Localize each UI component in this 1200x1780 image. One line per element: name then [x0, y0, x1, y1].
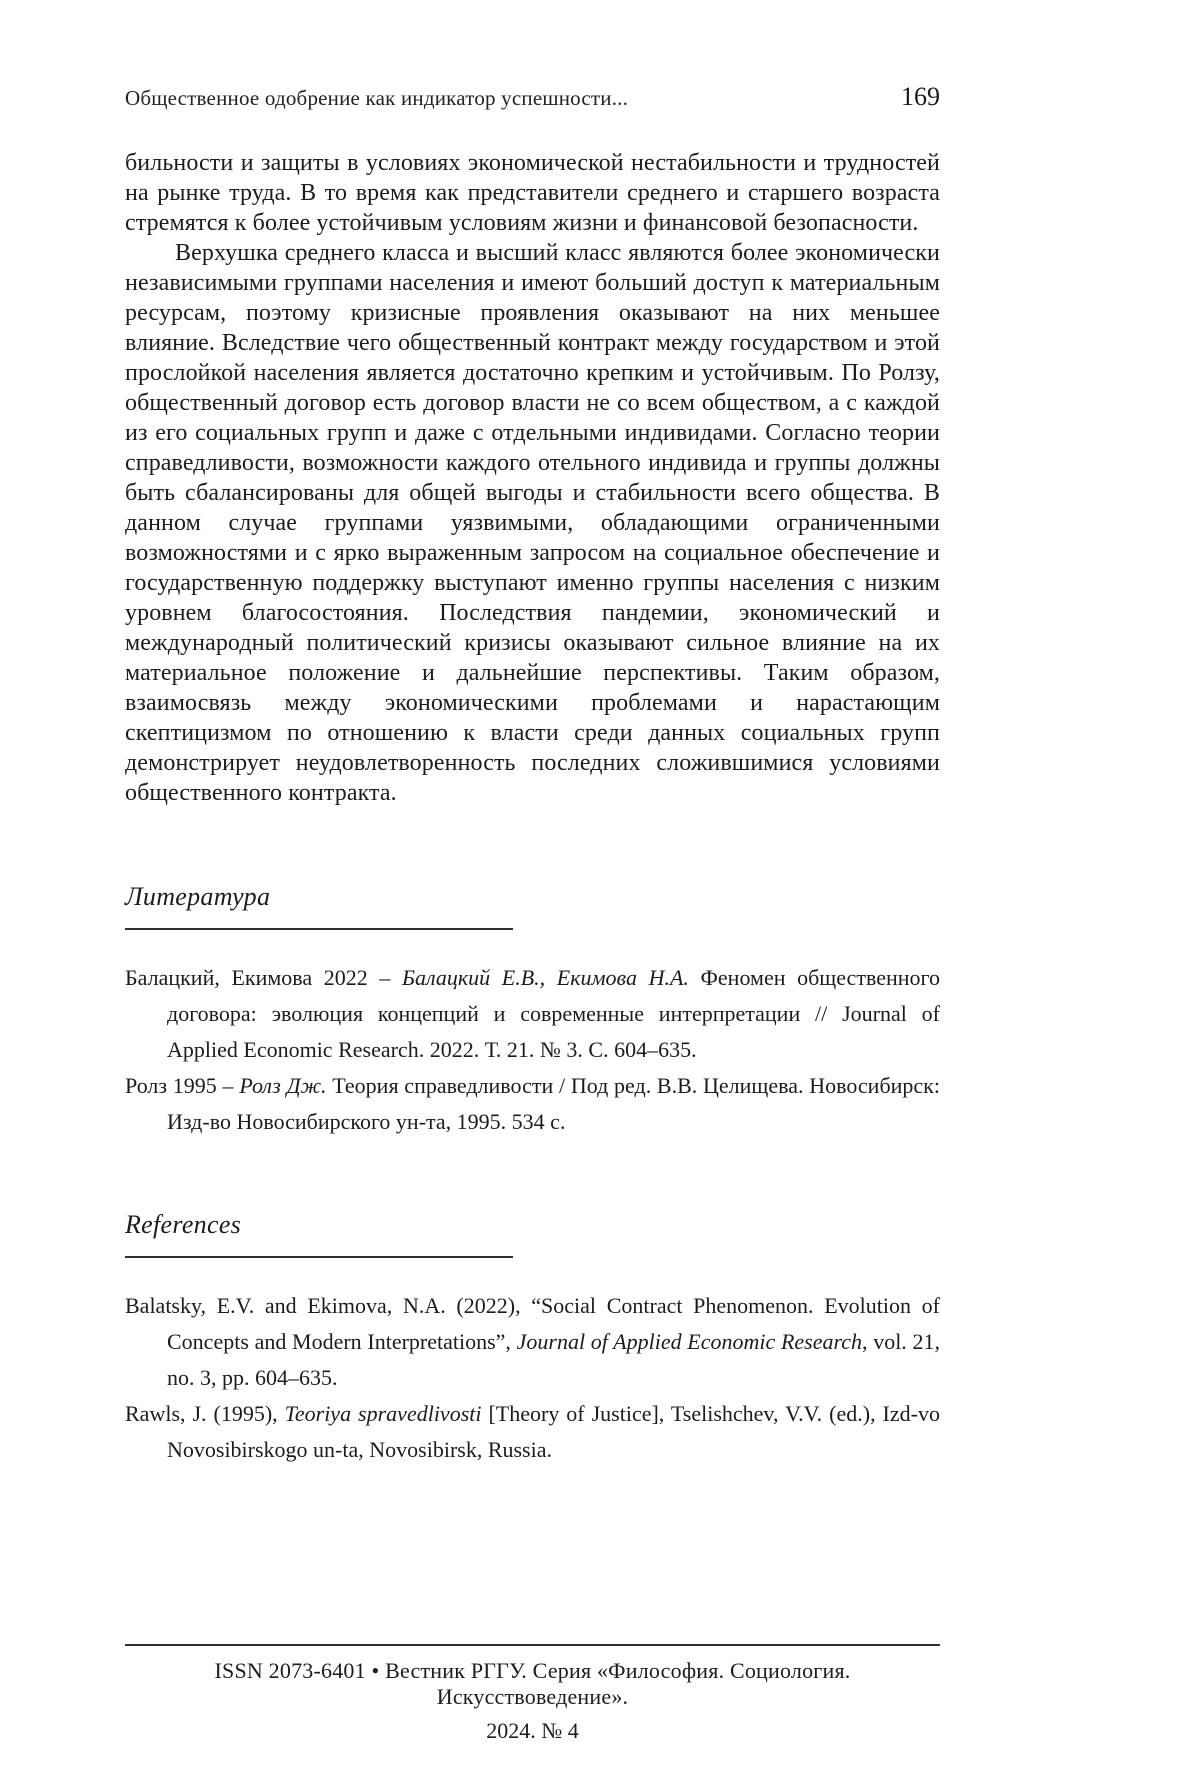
- footer-issn-line: ISSN 2073-6401 • Вестник РГГУ. Серия «Философия. Социология. Искусствоведение».: [214, 1658, 851, 1709]
- literature-list: [125, 960, 940, 1140]
- references-list: [125, 1288, 940, 1468]
- reference-item: [125, 1288, 940, 1396]
- literature-heading: Литература: [125, 882, 513, 930]
- ref-label: Ролз 1995 –: [125, 1073, 240, 1098]
- ref-authors: Балацкий Е.В., Екимова Н.А.: [402, 965, 689, 990]
- ref-body: Rawls, J. (1995),: [125, 1401, 285, 1426]
- ref-body: Теория справедливости / Под ред. В.В. Целищева. Новосибирск: Изд-во Новосибирского ун-та, 1995. 534 с.: [167, 1073, 940, 1134]
- article-body: [125, 148, 940, 808]
- literature-item: [125, 1068, 940, 1140]
- running-header: [125, 82, 940, 112]
- ref-authors: Ролз Дж.: [239, 1073, 327, 1098]
- ref-body: , vol. 21, no. 3, pp. 604–635.: [167, 1329, 940, 1390]
- page-number: 169: [901, 82, 940, 111]
- ref-journal: Journal of Applied Economic Research: [516, 1329, 862, 1354]
- reference-item: [125, 1396, 940, 1468]
- running-title: Общественное одобрение как индикатор успешности...: [125, 86, 629, 110]
- footer-issue-line: 2024. № 4: [486, 1718, 579, 1743]
- page-footer: [125, 1644, 940, 1744]
- references-heading: References: [125, 1210, 513, 1258]
- ref-label: Балацкий, Екимова 2022 –: [125, 965, 403, 990]
- ref-body: [Theory of Justice], Tselishchev, V.V. (ed.), Izd-vo Novosibirskogo un-ta, Novosibirsk, Russia.: [167, 1401, 940, 1462]
- ref-body: Balatsky, E.V. and Ekimova, N.A. (2022), “Social Contract Phenomenon. Evolution of Concepts and Modern Interpretations”,: [125, 1293, 940, 1354]
- body-paragraph: Верхушка среднего класса и высший класс являются более экономически независимыми группами населения и имеют больший доступ к материальным ресурсам, поэтому кризисные проявления оказывают на них меньшее влияние. Вследствие чего общественный контракт между государством и этой прослойкой населения является достаточно крепким и устойчивым. По Ролзу, общественный договор есть договор власти не со всем обществом, а с каждой из его социальных групп и даже с отдельными индивидами. Согласно теории справедливости, возможности каждого отельного индивида и группы должны быть сбалансированы для общей выгоды и стабильности всего общества. В данном случае группами уязвимыми, обладающими ограниченными возможностями и с ярко выраженным запросом на социальное обеспечение и государственную поддержку выступают именно группы населения с низким уровнем благосостояния. Последствия пандемии, экономический и международный политический кризисы оказывают сильное влияние на их материальное положение и дальнейшие перспективы. Таким образом, взаимосвязь между экономическими проблемами и нарастающим скептицизмом по отношению к власти среди данных социальных групп демонстрирует неудовлетворенность последних сложившимися условиями общественного контракта.: [125, 240, 940, 806]
- ref-title: Teoriya spravedlivosti: [284, 1401, 482, 1426]
- ref-body: Феномен общественного договора: эволюция концепций и современные интерпретации // Journal of Applied Economic Research. 2022. Т. 21. № 3. С. 604–635.: [167, 965, 940, 1062]
- literature-item: [125, 960, 940, 1068]
- body-paragraph: бильности и защиты в условиях экономической нестабильности и трудностей на рынке труда. В то время как представители среднего и старшего возраста стремятся к более устойчивым условиям жизни и финансовой безопасности.: [125, 150, 940, 236]
- page-content: [125, 0, 940, 1468]
